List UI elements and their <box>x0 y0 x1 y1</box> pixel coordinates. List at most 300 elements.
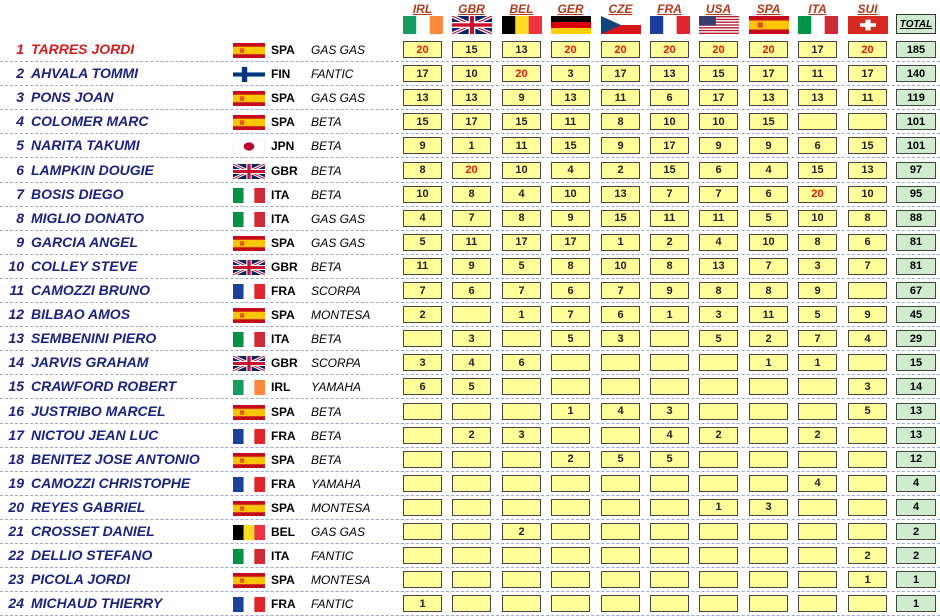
score-cell: 6 <box>848 234 887 251</box>
rider-country: FIN <box>271 67 291 82</box>
score-cell: 7 <box>551 306 590 323</box>
score-cell: 7 <box>699 186 738 203</box>
score-cell <box>798 403 837 420</box>
total-cell: 95 <box>896 186 936 203</box>
rider-row <box>0 255 940 279</box>
rider-name: REYES GABRIEL <box>31 498 146 515</box>
score-cell: 15 <box>452 41 491 58</box>
score-cell <box>848 475 887 492</box>
score-cell <box>848 427 887 444</box>
rider-country: ITA <box>271 332 290 347</box>
rider-position: 2 <box>16 65 24 82</box>
score-cell <box>403 547 442 564</box>
score-cell: 2 <box>502 523 541 540</box>
total-cell: 101 <box>896 113 936 130</box>
rider-team: BETA <box>311 115 342 130</box>
score-cell: 11 <box>650 210 689 227</box>
fra-flag-icon <box>233 477 265 492</box>
score-cell: 5 <box>403 234 442 251</box>
rider-team: MONTESA <box>311 308 371 323</box>
rider-name: LAMPKIN DOUGIE <box>31 161 154 178</box>
score-cell <box>798 113 837 130</box>
score-cell <box>798 571 837 588</box>
rider-country: SPA <box>271 500 295 515</box>
score-cell: 1 <box>699 499 738 516</box>
rider-row <box>0 520 940 544</box>
rider-position: 5 <box>16 137 24 154</box>
score-cell: 10 <box>601 258 640 275</box>
rider-row <box>0 62 940 86</box>
score-cell <box>601 475 640 492</box>
rider-position: 7 <box>16 185 24 202</box>
score-cell: 15 <box>551 137 590 154</box>
score-cell: 11 <box>601 89 640 106</box>
spa-flag-icon <box>233 308 265 323</box>
rider-country: GBR <box>271 259 298 274</box>
score-cell <box>452 595 491 612</box>
rider-row <box>0 400 940 424</box>
rider-name: JUSTRIBO MARCEL <box>31 402 166 419</box>
score-cell: 2 <box>551 451 590 468</box>
ita-flag-icon <box>233 212 265 227</box>
rider-team: SCORPA <box>311 356 361 371</box>
rider-row <box>0 448 940 472</box>
score-cell: 11 <box>452 234 491 251</box>
rider-team: BETA <box>311 452 342 467</box>
score-cell: 1 <box>601 234 640 251</box>
score-cell: 13 <box>452 89 491 106</box>
score-cell <box>403 451 442 468</box>
spa-flag-icon <box>233 43 265 58</box>
score-cell: 9 <box>749 137 788 154</box>
score-cell <box>452 499 491 516</box>
score-cell: 7 <box>601 282 640 299</box>
rider-country: IRL <box>271 380 291 395</box>
score-cell: 5 <box>452 378 491 395</box>
rider-position: 10 <box>8 257 24 274</box>
rider-name: BOSIS DIEGO <box>31 185 124 202</box>
score-cell <box>403 475 442 492</box>
round-code[interactable]: GBR <box>458 2 485 16</box>
score-cell: 9 <box>699 137 738 154</box>
score-cell <box>452 523 491 540</box>
score-cell: 20 <box>650 41 689 58</box>
score-cell: 5 <box>601 451 640 468</box>
rider-row <box>0 159 940 183</box>
score-cell <box>502 403 541 420</box>
score-cell <box>601 571 640 588</box>
total-cell: 81 <box>896 258 936 275</box>
score-cell <box>452 547 491 564</box>
gbr-flag-icon <box>452 16 492 34</box>
score-cell: 17 <box>452 113 491 130</box>
rider-name: TARRES JORDI <box>31 41 135 57</box>
score-cell: 6 <box>699 162 738 179</box>
total-cell: 1 <box>896 571 936 588</box>
score-cell <box>699 523 738 540</box>
rider-row <box>0 472 940 496</box>
score-cell <box>650 547 689 564</box>
rider-position: 17 <box>8 426 24 443</box>
score-cell: 20 <box>502 65 541 82</box>
score-cell <box>798 523 837 540</box>
score-cell: 20 <box>551 41 590 58</box>
rider-row <box>0 351 940 375</box>
rider-row <box>0 134 940 158</box>
total-cell: 45 <box>896 306 936 323</box>
rider-country: ITA <box>271 187 290 202</box>
score-cell: 10 <box>551 186 590 203</box>
total-cell: 12 <box>896 451 936 468</box>
score-cell <box>650 330 689 347</box>
score-cell: 15 <box>848 137 887 154</box>
round-header-spa <box>744 0 793 38</box>
score-cell <box>452 571 491 588</box>
score-cell: 2 <box>452 427 491 444</box>
spa-flag-icon <box>233 115 265 130</box>
rider-name: SEMBENINI PIERO <box>31 330 157 347</box>
score-cell: 4 <box>601 403 640 420</box>
rider-row <box>0 424 940 448</box>
rider-country: SPA <box>271 115 295 130</box>
score-cell: 6 <box>601 306 640 323</box>
score-cell: 6 <box>650 89 689 106</box>
rider-team: MONTESA <box>311 500 371 515</box>
total-header: TOTAL <box>896 14 936 34</box>
score-cell: 11 <box>403 258 442 275</box>
score-cell: 20 <box>749 41 788 58</box>
rider-team: YAMAHA <box>311 476 362 491</box>
score-cell <box>749 403 788 420</box>
score-cell: 7 <box>650 186 689 203</box>
total-cell: 4 <box>896 499 936 516</box>
score-cell <box>699 451 738 468</box>
score-cell: 7 <box>403 282 442 299</box>
score-cell <box>699 378 738 395</box>
score-cell: 4 <box>452 354 491 371</box>
score-cell <box>502 571 541 588</box>
round-code[interactable]: SPA <box>756 2 781 16</box>
score-cell: 20 <box>601 41 640 58</box>
score-cell: 3 <box>848 378 887 395</box>
score-cell: 8 <box>749 282 788 299</box>
round-code[interactable]: CZE <box>608 2 633 16</box>
score-cell <box>502 378 541 395</box>
score-cell: 9 <box>798 282 837 299</box>
cze-flag-icon <box>601 16 641 34</box>
round-code[interactable]: GER <box>557 2 584 16</box>
rider-row <box>0 207 940 231</box>
score-cell <box>403 427 442 444</box>
score-cell <box>551 547 590 564</box>
rider-name: CROSSET DANIEL <box>31 523 155 539</box>
score-cell <box>403 571 442 588</box>
rider-name: GARCIA ANGEL <box>31 233 139 250</box>
score-cell <box>551 427 590 444</box>
score-cell: 8 <box>452 186 491 203</box>
rider-team: GAS GAS <box>311 525 366 539</box>
rider-team: BETA <box>311 187 342 202</box>
score-cell: 20 <box>403 41 442 58</box>
score-cell: 6 <box>452 282 491 299</box>
rider-team: GAS GAS <box>311 91 366 106</box>
bel-flag-icon <box>233 525 265 540</box>
score-cell <box>650 354 689 371</box>
total-cell: 29 <box>896 330 936 347</box>
score-cell <box>798 378 837 395</box>
score-cell <box>848 282 887 299</box>
total-cell: 4 <box>896 475 936 492</box>
round-code[interactable]: SUI <box>857 2 878 16</box>
score-cell: 15 <box>502 113 541 130</box>
score-cell <box>452 451 491 468</box>
score-cell <box>502 330 541 347</box>
score-cell <box>650 378 689 395</box>
rider-name: COLOMER MARC <box>31 113 149 130</box>
rider-team: GAS GAS <box>311 43 366 57</box>
score-cell <box>650 523 689 540</box>
rider-row <box>0 496 940 520</box>
rider-name: CAMOZZI BRUNO <box>31 282 150 298</box>
rider-position: 13 <box>8 330 24 347</box>
score-cell: 5 <box>699 330 738 347</box>
sui-flag-icon <box>848 16 888 34</box>
score-cell: 1 <box>551 403 590 420</box>
rider-team: MONTESA <box>311 573 371 588</box>
score-cell: 1 <box>403 595 442 612</box>
rider-row <box>0 303 940 327</box>
round-header-sui <box>843 0 892 38</box>
score-cell: 10 <box>749 234 788 251</box>
score-cell: 6 <box>749 186 788 203</box>
rider-country: GBR <box>271 163 298 178</box>
total-cell: 2 <box>896 523 936 540</box>
score-cell: 1 <box>502 306 541 323</box>
score-cell: 3 <box>452 330 491 347</box>
rider-position: 14 <box>8 354 24 371</box>
score-cell <box>749 475 788 492</box>
score-cell <box>601 523 640 540</box>
total-cell: 14 <box>896 378 936 395</box>
rider-position: 22 <box>8 547 24 564</box>
score-cell: 17 <box>601 65 640 82</box>
total-cell: 101 <box>896 137 936 154</box>
score-cell: 11 <box>502 137 541 154</box>
rider-country: FRA <box>271 476 296 491</box>
fra-flag-icon <box>233 284 265 299</box>
spa-flag-icon <box>233 573 265 588</box>
rider-country: ITA <box>271 549 290 564</box>
score-cell: 13 <box>502 41 541 58</box>
score-cell: 10 <box>848 186 887 203</box>
score-cell: 3 <box>749 499 788 516</box>
rider-country: JPN <box>271 139 295 154</box>
score-cell <box>551 523 590 540</box>
score-cell <box>551 378 590 395</box>
score-cell: 7 <box>502 282 541 299</box>
rider-position: 11 <box>9 282 24 298</box>
score-cell <box>848 113 887 130</box>
total-cell: 97 <box>896 162 936 179</box>
round-header-cze <box>596 0 645 38</box>
score-cell <box>848 595 887 612</box>
score-cell: 15 <box>601 210 640 227</box>
score-cell <box>749 595 788 612</box>
rider-country: BEL <box>271 525 295 539</box>
score-cell: 8 <box>502 210 541 227</box>
rider-name: MIGLIO DONATO <box>31 209 145 226</box>
score-cell: 6 <box>502 354 541 371</box>
rider-team: BETA <box>311 332 342 347</box>
rider-name: NARITA TAKUMI <box>31 137 140 154</box>
total-cell: 2 <box>896 547 936 564</box>
rider-name: PONS JOAN <box>31 89 114 106</box>
rider-country: SPA <box>271 91 295 106</box>
rider-name: JARVIS GRAHAM <box>31 354 149 371</box>
score-cell <box>650 595 689 612</box>
rider-position: 24 <box>8 595 24 612</box>
score-cell: 17 <box>403 65 442 82</box>
round-code[interactable]: USA <box>705 2 732 16</box>
score-cell: 17 <box>699 89 738 106</box>
score-cell: 5 <box>502 258 541 275</box>
rider-position: 18 <box>8 450 24 467</box>
rider-team: BETA <box>311 163 342 178</box>
round-code[interactable]: FRA <box>657 2 682 16</box>
rider-row <box>0 568 940 592</box>
score-cell: 3 <box>502 427 541 444</box>
rider-row <box>0 592 940 616</box>
score-cell: 7 <box>749 258 788 275</box>
rider-country: SPA <box>271 573 295 588</box>
total-cell: 67 <box>896 282 936 299</box>
score-cell <box>502 475 541 492</box>
score-cell: 4 <box>551 162 590 179</box>
score-cell: 5 <box>551 330 590 347</box>
score-cell: 13 <box>798 89 837 106</box>
total-cell: 88 <box>896 210 936 227</box>
score-cell: 13 <box>601 186 640 203</box>
ita-flag-icon <box>233 549 265 564</box>
score-cell: 9 <box>650 282 689 299</box>
score-cell: 8 <box>601 113 640 130</box>
score-cell: 6 <box>798 137 837 154</box>
ita-flag-icon <box>233 188 265 203</box>
rider-name: MICHAUD THIERRY <box>31 595 163 612</box>
score-cell <box>650 499 689 516</box>
score-cell <box>601 354 640 371</box>
score-cell: 9 <box>601 137 640 154</box>
score-cell: 15 <box>650 162 689 179</box>
round-code[interactable]: IRL <box>412 2 433 16</box>
score-cell <box>749 378 788 395</box>
score-cell: 4 <box>699 234 738 251</box>
rider-country: SPA <box>271 308 295 323</box>
rider-position: 23 <box>8 571 24 588</box>
spa-flag-icon <box>233 236 265 251</box>
score-cell <box>601 499 640 516</box>
score-cell: 9 <box>502 89 541 106</box>
round-code[interactable]: ITA <box>808 2 827 16</box>
score-cell <box>699 595 738 612</box>
rider-country: SPA <box>271 404 295 419</box>
rider-name: BILBAO AMOS <box>31 306 131 323</box>
rider-country: FRA <box>271 597 296 612</box>
jpn-flag-icon <box>233 139 265 154</box>
rider-country: SPA <box>271 43 295 57</box>
score-cell: 20 <box>699 41 738 58</box>
score-cell: 3 <box>403 354 442 371</box>
score-cell: 4 <box>403 210 442 227</box>
score-cell: 13 <box>551 89 590 106</box>
fra-flag-icon <box>233 429 265 444</box>
score-cell <box>848 523 887 540</box>
score-cell: 11 <box>848 89 887 106</box>
round-code[interactable]: BEL <box>509 2 534 16</box>
rider-country: GBR <box>271 356 298 371</box>
score-cell <box>699 354 738 371</box>
rider-country: SPA <box>271 235 295 250</box>
round-header-ita <box>793 0 842 38</box>
rider-name: CRAWFORD ROBERT <box>31 378 177 395</box>
score-cell: 13 <box>650 65 689 82</box>
score-cell <box>650 475 689 492</box>
rider-position: 20 <box>8 498 24 515</box>
rider-team: GAS GAS <box>311 211 366 226</box>
rider-position: 16 <box>8 402 24 419</box>
score-cell: 2 <box>848 547 887 564</box>
rider-team: BETA <box>311 428 342 443</box>
score-cell: 2 <box>798 427 837 444</box>
rider-row <box>0 183 940 207</box>
score-cell: 4 <box>749 162 788 179</box>
score-cell: 8 <box>551 258 590 275</box>
spa-flag-icon <box>233 405 265 420</box>
score-cell: 10 <box>502 162 541 179</box>
rider-position: 12 <box>8 306 24 323</box>
score-cell: 11 <box>699 210 738 227</box>
score-cell: 7 <box>798 330 837 347</box>
score-cell <box>749 427 788 444</box>
score-cell: 10 <box>650 113 689 130</box>
irl-flag-icon <box>233 380 265 395</box>
score-cell: 1 <box>452 137 491 154</box>
score-cell: 3 <box>650 403 689 420</box>
score-cell <box>848 354 887 371</box>
total-cell: 13 <box>896 403 936 420</box>
score-cell <box>699 571 738 588</box>
rider-row <box>0 38 940 62</box>
score-cell: 8 <box>699 282 738 299</box>
fra-flag-icon <box>650 16 690 34</box>
fin-flag-icon <box>233 67 265 82</box>
rider-team: SCORPA <box>311 284 361 298</box>
ger-flag-icon <box>551 16 591 34</box>
rider-position: 3 <box>16 89 24 106</box>
rider-name: NICTOU JEAN LUC <box>31 426 159 443</box>
rider-position: 4 <box>16 113 24 130</box>
rider-name: PICOLA JORDI <box>31 571 131 588</box>
score-cell: 9 <box>848 306 887 323</box>
score-cell <box>798 595 837 612</box>
bel-flag-icon <box>502 16 542 34</box>
rider-row <box>0 375 940 399</box>
score-cell <box>502 595 541 612</box>
score-cell: 1 <box>650 306 689 323</box>
score-cell: 20 <box>848 41 887 58</box>
rider-country: ITA <box>271 211 290 226</box>
rider-team: FANTIC <box>311 549 354 564</box>
